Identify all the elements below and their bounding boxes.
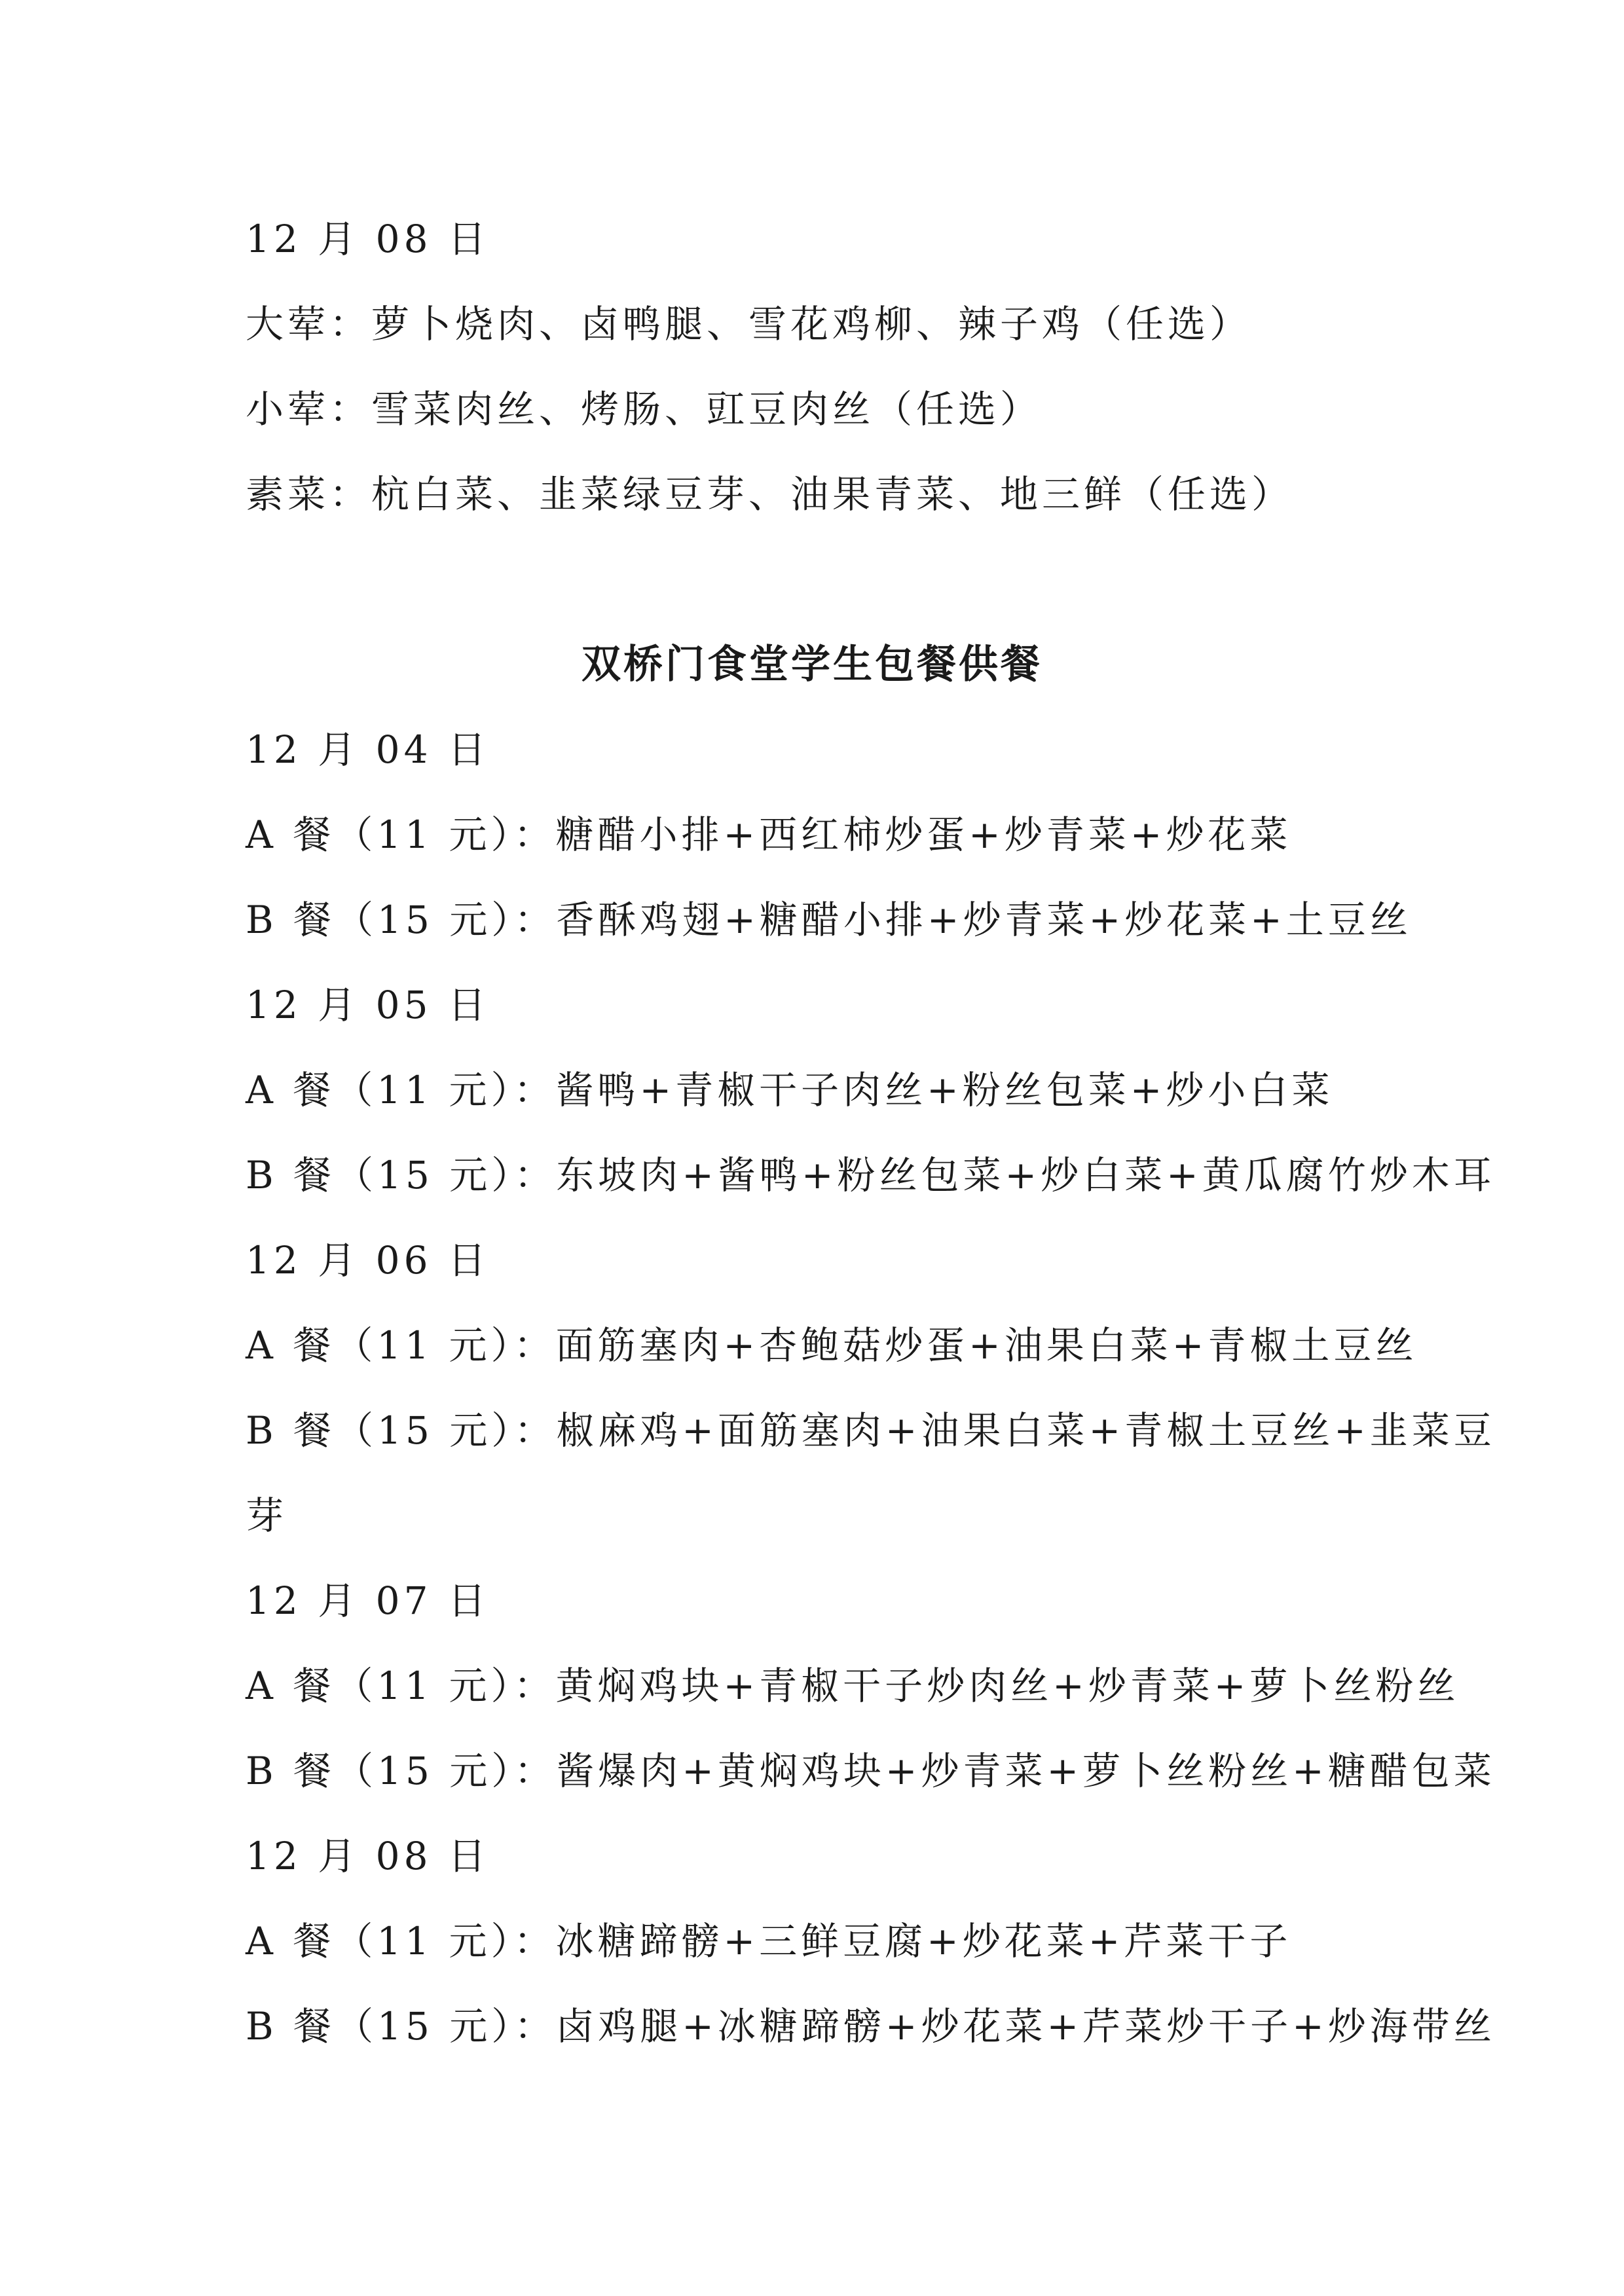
meal-a-line: A 餐（11 元）：面筋塞肉+杏鲍菇炒蛋+油果白菜+青椒土豆丝	[246, 1323, 1418, 1368]
day-date: 12 月 08 日	[246, 1834, 490, 1878]
day-date: 12 月 05 日	[246, 983, 490, 1027]
meal-b-line: B 餐（15 元）：卤鸡腿+冰糖蹄髈+炒花菜+芹菜炒干子+炒海带丝	[246, 2004, 1496, 2049]
su-cai-line: 素菜：杭白菜、韭菜绿豆芽、油果青菜、地三鲜（任选）	[246, 472, 1294, 517]
day-date: 12 月 06 日	[246, 1238, 490, 1283]
meal-a-line: A 餐（11 元）：酱鸭+青椒干子肉丝+粉丝包菜+炒小白菜	[246, 1068, 1334, 1112]
day-date: 12 月 04 日	[246, 727, 490, 772]
meal-a-line: A 餐（11 元）：冰糖蹄髈+三鲜豆腐+炒花菜+芹菜干子	[246, 1919, 1292, 1963]
top-date: 12 月 08 日	[246, 217, 490, 261]
day-date: 12 月 07 日	[246, 1578, 490, 1623]
xiao-hun-line: 小荤：雪菜肉丝、烤肠、豇豆肉丝（任选）	[246, 387, 1043, 431]
meal-a-line: A 餐（11 元）：糖醋小排+西红柿炒蛋+炒青菜+炒花菜	[246, 812, 1292, 857]
meal-b-line: B 餐（15 元）：东坡肉+酱鸭+粉丝包菜+炒白菜+黄瓜腐竹炒木耳	[246, 1153, 1496, 1197]
da-hun-line: 大荤：萝卜烧肉、卤鸭腿、雪花鸡柳、辣子鸡（任选）	[246, 302, 1252, 346]
meal-a-line: A 餐（11 元）：黄焖鸡块+青椒干子炒肉丝+炒青菜+萝卜丝粉丝	[246, 1664, 1460, 1708]
meal-b-line: B 餐（15 元）：酱爆肉+黄焖鸡块+炒青菜+萝卜丝粉丝+糖醋包菜	[246, 1749, 1496, 1793]
meal-b-line-continued: 芽	[246, 1493, 288, 1538]
meal-b-line: B 餐（15 元）：椒麻鸡+面筋塞肉+油果白菜+青椒土豆丝+韭菜豆	[246, 1408, 1496, 1453]
section-title: 双桥门食堂学生包餐供餐	[581, 642, 1043, 687]
meal-b-line: B 餐（15 元）：香酥鸡翅+糖醋小排+炒青菜+炒花菜+土豆丝	[246, 898, 1412, 942]
